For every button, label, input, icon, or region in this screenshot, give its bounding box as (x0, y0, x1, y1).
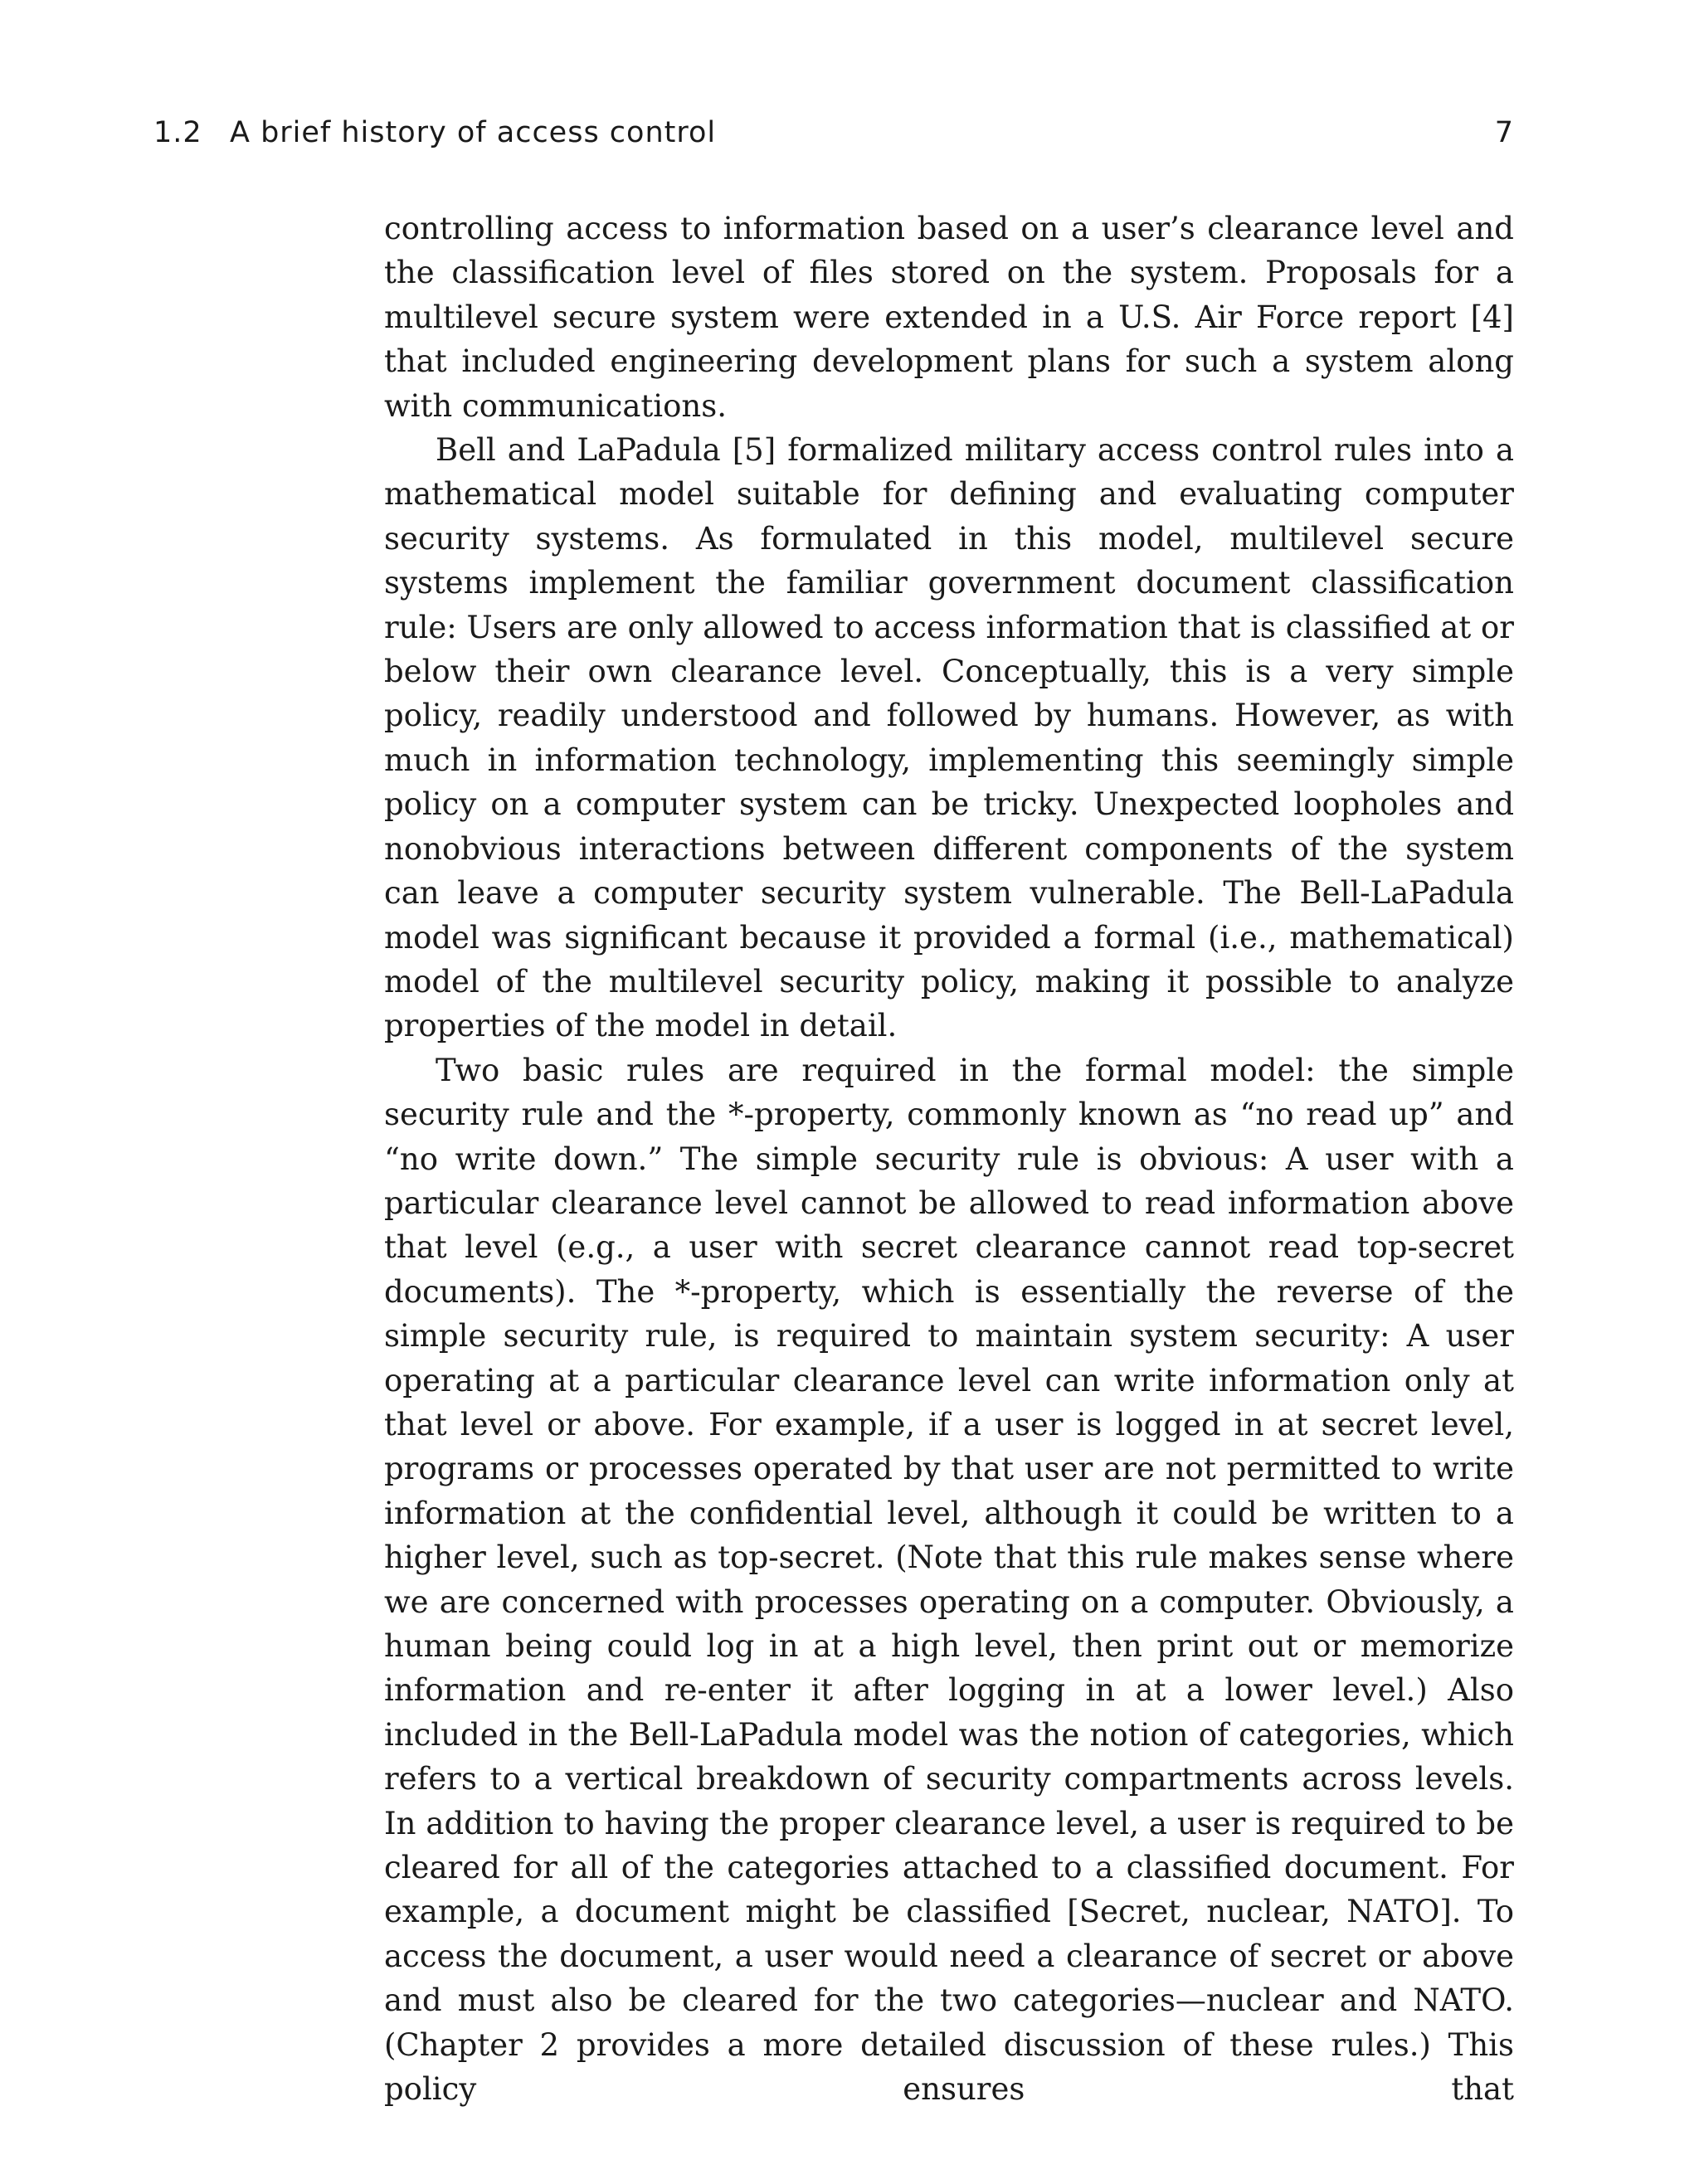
paragraph-basic-rules: Two basic rules are required in the formal model: the simple security rule and the *-property, commonly known as “no read up” and “no write down.” The simple security rule is obvious: A user with a particular clearance level cannot be allowed to read information above that level (e.g., a user with secret clearance cannot read top-secret documents). The *-property, which is essentially the reverse of the simple security rule, is required to maintain system security: A user operating at a particular clearance level can write information only at that level or above. For example, if a user is logged in at secret level, programs or processes operated by that user are not permitted to write information at the confidential level, although it could be written to a higher level, such as top-secret. (Note that this rule makes sense where we are concerned with processes operating on a computer. Obviously, a human being could log in at a high level, then print out or memorize information and re-enter it after logging in at a lower level.) Also included in the Bell-LaPadula model was the notion of categories, which refers to a vertical breakdown of security compartments across levels. In addition to having the proper clearance level, a user is required to be cleared for all of the categories attached to a classified document. For example, a document might be classified [Secret, nuclear, NATO]. To access the document, a user would need a clearance of secret or above and must also be cleared for the two categories—nuclear and NATO. (Chapter 2 provides a more detailed discussion of these rules.) This policy ensures that (384, 1052, 1514, 2108)
section-number: 1.2 (153, 116, 202, 149)
running-head (153, 116, 1514, 158)
paragraph-continued: controlling access to information based on a user’s clearance level and the classification level of files stored on the system. Proposals for a multilevel secure system were extended in a U.S. Air Force report [4] that included engineering development plans for such a system along with communications. (384, 211, 1514, 424)
page-number: 7 (1494, 116, 1514, 149)
section-title: A brief history of access control (230, 116, 717, 149)
paragraph-bell-lapadula: Bell and LaPadula [5] formalized military access control rules into a mathematical model suitable for defining and evaluating computer security systems. As formulated in this model, multilevel secure systems implement the familiar government document classification rule: Users are only allowed to access information that is classified at or below their own clearance level. Conceptually, this is a very simple policy, readily understood and followed by humans. However, as with much in information technology, implementing this seemingly simple policy on a computer system can be tricky. Unexpected loopholes and nonobvious interactions between different components of the system can leave a computer security system vulnerable. The Bell-LaPadula model was significant because it provided a formal (i.e., mathematical) model of the multilevel security policy, making it possible to analyze properties of the model in detail. (384, 432, 1514, 1044)
body-text (384, 207, 1514, 2111)
